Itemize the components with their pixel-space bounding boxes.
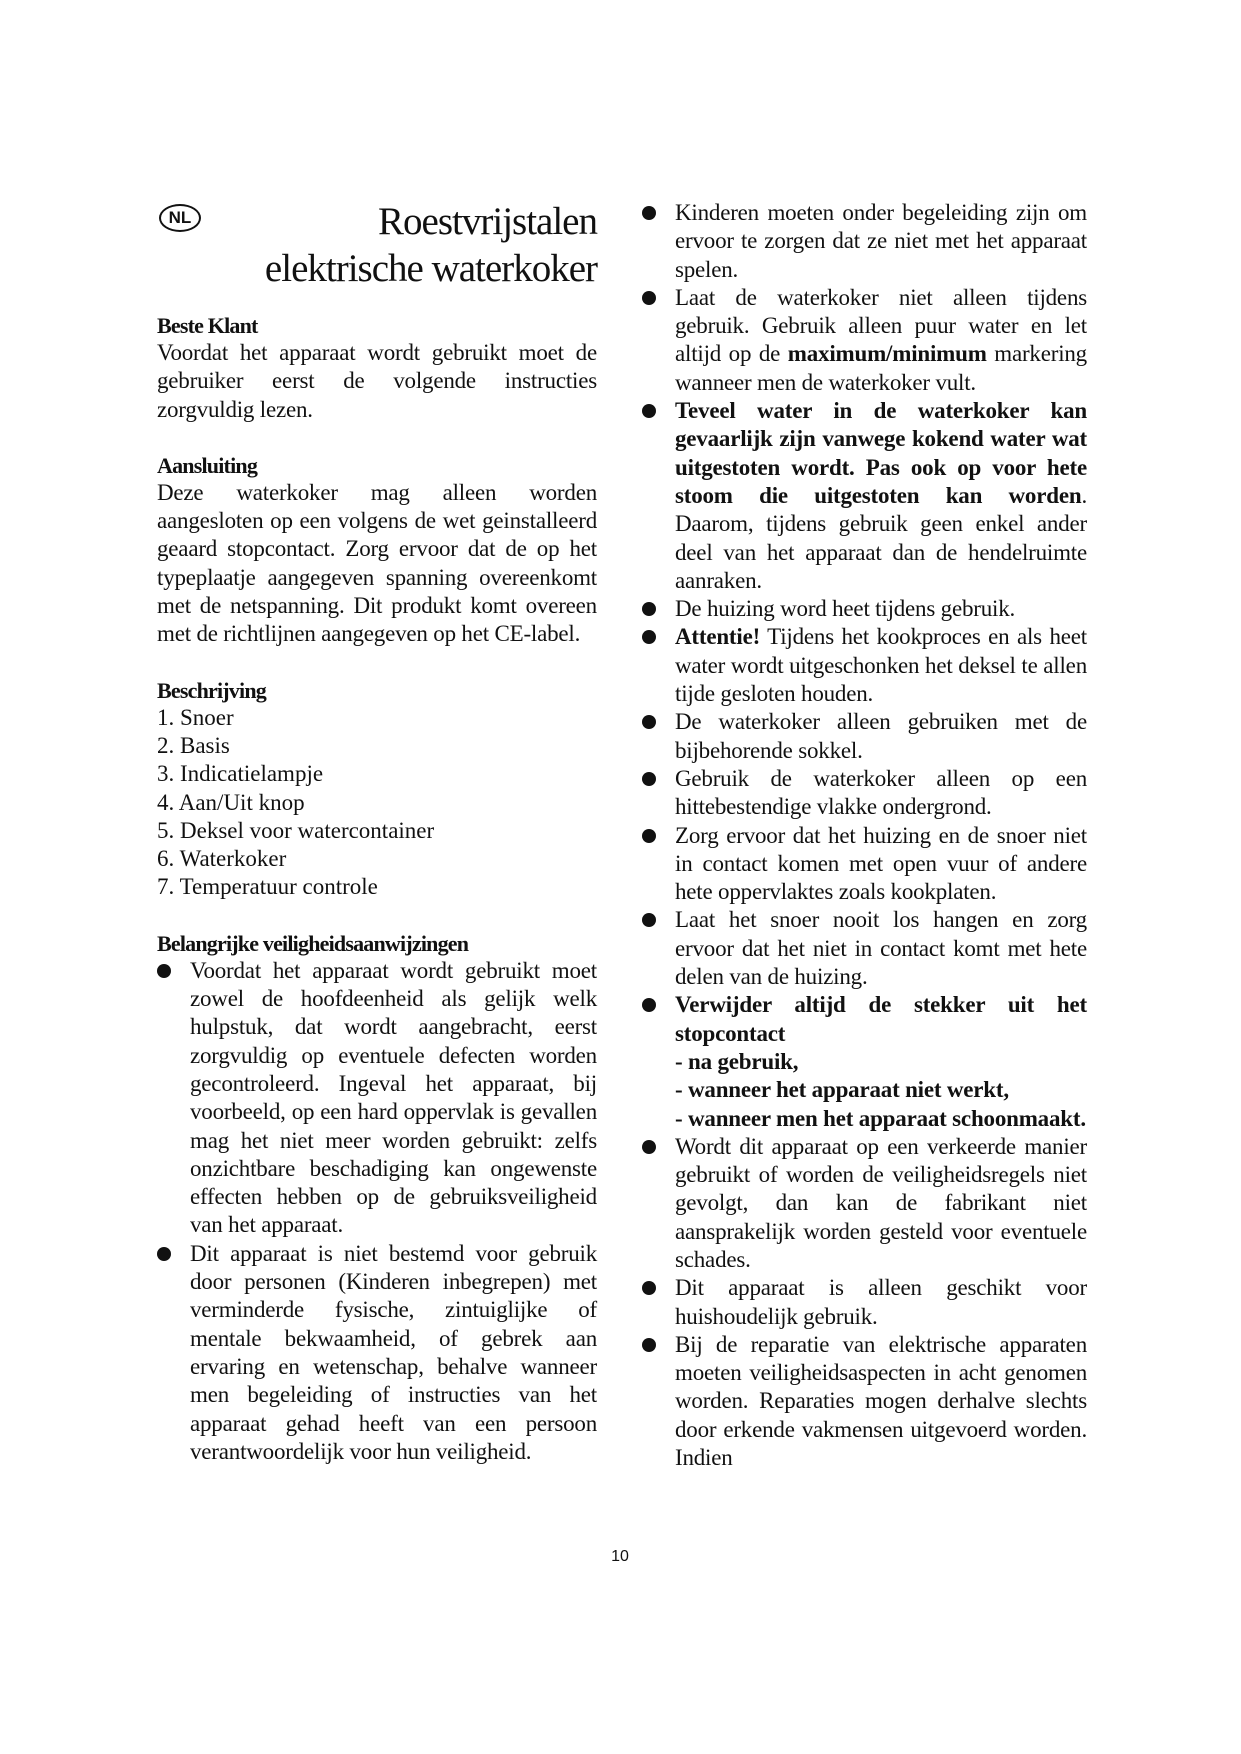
list-item: - wanneer men het apparaat schoonmaakt. bbox=[675, 1105, 1086, 1131]
list-item: Laat het snoer nooit los hangen en zorg ervoor dat het niet in contact komt met hete delen van de huizing. bbox=[642, 906, 1087, 991]
bullet-icon bbox=[642, 602, 656, 616]
bullet-icon bbox=[642, 1140, 656, 1154]
bullet-icon bbox=[642, 829, 656, 843]
list-item: Gebruik de waterkoker alleen op een hittebestendige vlakke ondergrond. bbox=[642, 765, 1087, 822]
safety-list-right bbox=[642, 199, 1087, 1472]
unplug-sublist bbox=[675, 1048, 1087, 1133]
bullet-icon bbox=[642, 404, 656, 418]
page-title bbox=[265, 198, 597, 292]
bullet-icon bbox=[642, 715, 656, 729]
list-item: Wordt dit apparaat op een verkeerde manier gebruikt of worden de veiligheidsregels niet gevolgt, dan kan de fabrikant niet aansprakelijk worden gesteld voor eventuele schades. bbox=[642, 1133, 1087, 1274]
safety-list-left bbox=[157, 957, 597, 1466]
list-item: Bij de reparatie van elektrische apparaten moeten veiligheidsaspecten in acht genomen worden. Reparaties mogen derhalve slechts door erkende vakmensen uitgevoerd worden. Indien bbox=[642, 1331, 1087, 1472]
list-item: - na gebruik, bbox=[675, 1048, 799, 1074]
bullet-icon bbox=[642, 630, 656, 644]
list-item: 1. Snoer bbox=[157, 704, 234, 730]
list-item: 6. Waterkoker bbox=[157, 846, 287, 872]
right-column bbox=[642, 199, 1087, 1472]
list-item: Dit apparaat is alleen geschikt voor huishoudelijk gebruik. bbox=[642, 1274, 1087, 1331]
bullet-icon bbox=[642, 913, 656, 927]
bullet-icon bbox=[642, 206, 656, 220]
bullet-icon bbox=[642, 1338, 656, 1352]
intro-text: Voordat het apparaat wordt gebruikt moet de gebruiker eerst de volgende instructies zorgvuldig lezen. bbox=[157, 340, 597, 422]
list-item: 7. Temperatuur controle bbox=[157, 874, 378, 900]
list-item: De waterkoker alleen gebruiken met de bijbehorende sokkel. bbox=[642, 708, 1087, 765]
connection-heading: Aansluiting bbox=[157, 452, 258, 478]
list-item: Zorg ervoor dat het huizing en de snoer niet in contact komen met open vuur of andere hete oppervlaktes zoals kookplaten. bbox=[642, 822, 1087, 907]
list-item: Dit apparaat is niet bestemd voor gebruik door personen (Kinderen inbegrepen) met verminderde fysische, zintuiglijke of mentale bekwaamheid, of gebrek aan ervaring en wetenschap, behalve wanneer men begeleiding of instructies van het apparaat gehad heeft van een persoon verantwoordelijk voor hun veiligheid. bbox=[157, 1240, 597, 1466]
bullet-icon bbox=[157, 1247, 171, 1261]
list-item: - wanneer het apparaat niet werkt, bbox=[675, 1077, 1009, 1103]
list-item: 3. Indicatielampje bbox=[157, 761, 324, 787]
safety-heading: Belangrijke veiligheidsaanwijzingen bbox=[157, 930, 469, 956]
list-item: Voordat het apparaat wordt gebruikt moet zowel de hoofdeenheid als gelijk welk hulpstuk, dat wordt aangebracht, eerst zorgvuldig op eventuele defecten worden gecontroleerd. Ingeval het apparaat, bij voorbeeld, op een hard oppervlak is gevallen mag het niet meer worden gebruikt: zelfs onzichtbare beschadiging kan ongewenste effecten hebben op de gebruiksveiligheid van het apparaat. bbox=[157, 957, 597, 1240]
page-number: 10 bbox=[611, 1548, 629, 1565]
list-item: Laat de waterkoker niet alleen tijdens gebruik. Gebruik alleen puur water en let altijd op de maximum/minimum markering wanneer men de waterkoker vult. bbox=[642, 284, 1087, 397]
bullet-icon bbox=[642, 998, 656, 1012]
description-heading: Beschrijving bbox=[157, 677, 266, 703]
title-block bbox=[157, 198, 597, 290]
bullet-icon bbox=[642, 291, 656, 305]
intro-heading: Beste Klant bbox=[157, 313, 258, 338]
title-line-2: elektrische waterkoker bbox=[264, 247, 597, 290]
left-column bbox=[157, 198, 597, 1466]
description-list bbox=[157, 704, 597, 902]
list-item: Verwijder altijd de stekker uit het stopcontact - na gebruik, - wanneer het apparaat niet werkt, - wanneer men het apparaat schoonmaakt. bbox=[642, 991, 1087, 1132]
bullet-icon bbox=[642, 1281, 656, 1295]
list-item: Attentie! Tijdens het kookproces en als heet water wordt uitgeschonken het deksel te allen tijde gesloten houden. bbox=[642, 623, 1087, 708]
list-item: 2. Basis bbox=[157, 732, 230, 758]
connection-text: Deze waterkoker mag alleen worden aangesloten op een volgens de wet geinstalleerd geaard stopcontact. Zorg ervoor dat de op het typeplaatje aangegeven spanning overeenkomt met de netspanning. Dit produkt komt overeen met de richtlijnen aangegeven op het CE-label. bbox=[157, 479, 597, 647]
list-item: 5. Deksel voor watercontainer bbox=[157, 817, 435, 843]
language-badge: NL bbox=[159, 204, 201, 232]
list-item: Kinderen moeten onder begeleiding zijn om ervoor te zorgen dat ze niet met het apparaat spelen. bbox=[642, 199, 1087, 284]
list-item: De huizing word heet tijdens gebruik. bbox=[642, 595, 1087, 623]
title-line-1: Roestvrijstalen bbox=[378, 200, 597, 243]
list-item: 4. Aan/Uit knop bbox=[157, 789, 305, 815]
bullet-icon bbox=[642, 772, 656, 786]
list-item: Teveel water in de waterkoker kan gevaarlijk zijn vanwege kokend water wat uitgestoten wordt. Pas ook op voor hete stoom die uitgestoten kan worden. Daarom, tijdens gebruik geen enkel ander deel van het apparaat dan de hendelruimte aanraken. bbox=[642, 397, 1087, 595]
bullet-icon bbox=[157, 964, 171, 978]
